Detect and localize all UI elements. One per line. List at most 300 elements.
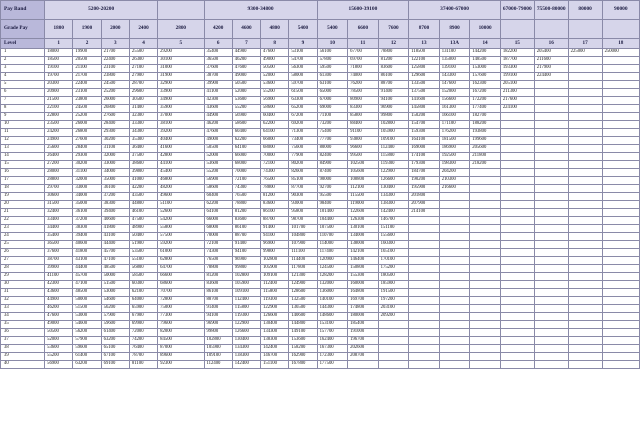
pay-cell: 42300 bbox=[204, 97, 232, 105]
pay-cell: 99500 bbox=[348, 153, 379, 161]
pay-cell: 202600 bbox=[348, 345, 379, 353]
pay-cell bbox=[500, 177, 534, 185]
pay-cell: 191000 bbox=[348, 329, 379, 337]
pay-cell: 65000 bbox=[317, 89, 348, 97]
pay-cell: 37000 bbox=[158, 113, 204, 121]
pay-cell: 23500 bbox=[45, 121, 73, 129]
stage-cell: 26 bbox=[1, 249, 45, 257]
pay-cell: 40600 bbox=[73, 241, 101, 249]
pay-cell: 57900 bbox=[101, 313, 129, 321]
pay-cell: 55200 bbox=[45, 353, 73, 361]
stage-cell: 33 bbox=[1, 305, 45, 313]
table-row bbox=[1, 169, 640, 177]
pay-cell: 138300 bbox=[378, 201, 409, 209]
pay-cell: 142400 bbox=[378, 209, 409, 217]
pay-cell: 186900 bbox=[439, 145, 470, 153]
pay-cell: 99800 bbox=[378, 113, 409, 121]
pay-cell bbox=[409, 241, 440, 249]
pay-cell: 126600 bbox=[232, 329, 260, 337]
pay-cell bbox=[568, 89, 602, 97]
pay-cell: 209200 bbox=[378, 313, 409, 321]
stage-cell: 28 bbox=[1, 265, 45, 273]
pay-cell: 89600 bbox=[158, 353, 204, 361]
pay-cell: 49000 bbox=[232, 73, 260, 81]
pay-cell: 61400 bbox=[101, 329, 129, 337]
pay-cell bbox=[470, 313, 501, 321]
pay-cell: 164800 bbox=[348, 289, 379, 297]
pay-cell: 107500 bbox=[317, 225, 348, 233]
pay-cell: 180500 bbox=[378, 273, 409, 281]
pay-cell: 76400 bbox=[129, 345, 157, 353]
table-row bbox=[1, 81, 640, 89]
pay-cell bbox=[568, 209, 602, 217]
table-row bbox=[1, 273, 640, 281]
pay-cell: 197200 bbox=[378, 297, 409, 305]
pay-cell: 75600 bbox=[289, 145, 317, 153]
pay-cell: 33300 bbox=[129, 121, 157, 129]
table-row bbox=[1, 233, 640, 241]
pay-cell: 62200 bbox=[204, 201, 232, 209]
pay-cell: 92700 bbox=[317, 185, 348, 193]
pay-cell: 114400 bbox=[289, 257, 317, 265]
pay-cell bbox=[534, 289, 568, 297]
pay-cell: 86100 bbox=[261, 209, 289, 217]
pay-cell: 25200 bbox=[101, 89, 129, 97]
pay-cell: 41000 bbox=[129, 177, 157, 185]
pay-cell: 159300 bbox=[409, 129, 440, 137]
pay-cell: 85100 bbox=[289, 177, 317, 185]
pay-cell: 24900 bbox=[45, 137, 73, 145]
pay-cell: 140100 bbox=[317, 297, 348, 305]
pay-cell bbox=[470, 289, 501, 297]
level-header: 12 bbox=[378, 39, 409, 49]
pay-cell: 112400 bbox=[232, 297, 260, 305]
pay-cell: 72100 bbox=[204, 241, 232, 249]
pay-cell: 132000 bbox=[317, 281, 348, 289]
pay-cell bbox=[470, 305, 501, 313]
pay-cell bbox=[534, 81, 568, 89]
pay-cell: 99800 bbox=[204, 329, 232, 337]
pay-cell: 47600 bbox=[204, 129, 232, 137]
pay-cell: 155600 bbox=[378, 233, 409, 241]
pay-cell: 32000 bbox=[101, 153, 129, 161]
pay-cell bbox=[534, 193, 568, 201]
pay-cell: 49000 bbox=[261, 57, 289, 65]
pay-cell: 48500 bbox=[73, 289, 101, 297]
pay-cell: 37600 bbox=[45, 249, 73, 257]
pay-cell: 137500 bbox=[409, 89, 440, 97]
pay-cell bbox=[602, 137, 639, 145]
pay-cell: 62800 bbox=[158, 257, 204, 265]
pay-cell: 95800 bbox=[289, 209, 317, 217]
pay-cell: 39400 bbox=[101, 209, 129, 217]
pay-cell bbox=[439, 201, 470, 209]
pay-cell: 55200 bbox=[261, 89, 289, 97]
pay-cell: 156600 bbox=[439, 97, 470, 105]
pay-cell bbox=[500, 257, 534, 265]
pay-cell: 102800 bbox=[204, 337, 232, 345]
level-header: 6 bbox=[204, 39, 232, 49]
pay-cell: 18000 bbox=[45, 49, 73, 57]
pay-cell: 132500 bbox=[289, 297, 317, 305]
pay-cell: 153100 bbox=[317, 321, 348, 329]
pay-cell bbox=[568, 225, 602, 233]
pay-cell: 46200 bbox=[204, 121, 232, 129]
pay-cell bbox=[602, 65, 639, 73]
pay-cell bbox=[534, 361, 568, 369]
pay-cell bbox=[534, 249, 568, 257]
pay-cell: 36100 bbox=[73, 209, 101, 217]
pay-cell: 52000 bbox=[45, 337, 73, 345]
grade-pay-cell bbox=[602, 20, 639, 39]
pay-cell: 157600 bbox=[470, 73, 501, 81]
pay-cell bbox=[568, 297, 602, 305]
pay-cell: 84900 bbox=[317, 161, 348, 169]
pay-cell: 96900 bbox=[261, 241, 289, 249]
pay-cell: 33000 bbox=[73, 185, 101, 193]
pay-cell bbox=[500, 329, 534, 337]
pay-cell: 176200 bbox=[439, 129, 470, 137]
grade-pay-cell: 8700 bbox=[409, 20, 440, 39]
pay-cell: 68000 bbox=[261, 145, 289, 153]
pay-cell: 88700 bbox=[378, 81, 409, 89]
pay-cell: 108800 bbox=[348, 177, 379, 185]
pay-cell: 30600 bbox=[45, 193, 73, 201]
pay-cell: 76500 bbox=[261, 177, 289, 185]
pay-cell: 142100 bbox=[348, 249, 379, 257]
pay-cell: 42200 bbox=[129, 185, 157, 193]
pay-cell bbox=[409, 265, 440, 273]
table-row bbox=[1, 209, 640, 217]
pay-cell: 67900 bbox=[129, 313, 157, 321]
grade-pay-cell bbox=[500, 20, 534, 39]
pay-cell: 45400 bbox=[158, 169, 204, 177]
pay-cell: 105900 bbox=[261, 265, 289, 273]
pay-cell bbox=[534, 217, 568, 225]
pay-cell bbox=[534, 337, 568, 345]
stage-cell: 6 bbox=[1, 89, 45, 97]
pay-cell: 50500 bbox=[232, 81, 260, 89]
pay-cell: 174800 bbox=[348, 305, 379, 313]
pay-cell bbox=[409, 321, 440, 329]
pay-cell: 164100 bbox=[409, 137, 440, 145]
pay-cell: 67200 bbox=[289, 113, 317, 121]
stage-cell: 21 bbox=[1, 209, 45, 217]
grade-pay-row bbox=[1, 20, 640, 39]
pay-cell: 185400 bbox=[348, 321, 379, 329]
pay-cell: 30100 bbox=[158, 57, 204, 65]
pay-cell: 26000 bbox=[73, 121, 101, 129]
pay-cell: 167800 bbox=[289, 361, 317, 369]
pay-cell: 60400 bbox=[232, 129, 260, 137]
pay-cell: 211600 bbox=[534, 57, 568, 65]
pay-cell: 31900 bbox=[158, 73, 204, 81]
grade-pay-cell: 1800 bbox=[45, 20, 73, 39]
pay-cell bbox=[470, 249, 501, 257]
stage-cell: 14 bbox=[1, 153, 45, 161]
stage-cell: 25 bbox=[1, 241, 45, 249]
pay-cell: 56300 bbox=[289, 65, 317, 73]
pay-cell: 177500 bbox=[317, 361, 348, 369]
grade-pay-cell: 10000 bbox=[470, 20, 501, 39]
pay-cell bbox=[500, 113, 534, 121]
stage-cell: 10 bbox=[1, 121, 45, 129]
pay-cell: 57900 bbox=[73, 337, 101, 345]
pay-cell: 35300 bbox=[129, 137, 157, 145]
pay-cell: 105900 bbox=[378, 129, 409, 137]
pay-cell: 51500 bbox=[101, 281, 129, 289]
pay-cell: 188200 bbox=[470, 121, 501, 129]
pay-cell bbox=[534, 257, 568, 265]
pay-cell: 78800 bbox=[232, 201, 260, 209]
pay-cell: 51500 bbox=[73, 305, 101, 313]
pay-cell: 205600 bbox=[470, 145, 501, 153]
pay-cell: 53600 bbox=[204, 161, 232, 169]
pay-cell: 157700 bbox=[317, 329, 348, 337]
pay-cell: 71300 bbox=[289, 129, 317, 137]
pay-cell: 144300 bbox=[317, 305, 348, 313]
pay-cell: 57500 bbox=[158, 233, 204, 241]
level-header: 9 bbox=[289, 39, 317, 49]
level-header: 10 bbox=[317, 39, 348, 49]
pay-cell: 112400 bbox=[378, 145, 409, 153]
pay-cell: 199100 bbox=[500, 73, 534, 81]
pay-cell: 142400 bbox=[232, 361, 260, 369]
pay-cell bbox=[602, 193, 639, 201]
pay-cell: 56900 bbox=[261, 97, 289, 105]
pay-cell: 62200 bbox=[261, 121, 289, 129]
grade-pay-cell: 5400 bbox=[289, 20, 317, 39]
pay-cell bbox=[534, 153, 568, 161]
pay-cell bbox=[470, 193, 501, 201]
pay-cell: 122100 bbox=[409, 57, 440, 65]
pay-cell: 166100 bbox=[439, 113, 470, 121]
pay-cell: 79600 bbox=[158, 321, 204, 329]
table-row bbox=[1, 89, 640, 97]
level-header: 8 bbox=[261, 39, 289, 49]
pay-cell bbox=[568, 201, 602, 209]
pay-cell: 115500 bbox=[348, 193, 379, 201]
pay-cell: 77700 bbox=[317, 137, 348, 145]
pay-cell: 88400 bbox=[348, 121, 379, 129]
pay-cell: 167200 bbox=[470, 89, 501, 97]
pay-cell: 21100 bbox=[73, 65, 101, 73]
pay-cell: 28700 bbox=[129, 81, 157, 89]
pay-cell bbox=[568, 265, 602, 273]
pay-cell bbox=[602, 329, 639, 337]
pay-cell: 112400 bbox=[204, 361, 232, 369]
pay-cell bbox=[500, 121, 534, 129]
pay-cell bbox=[439, 233, 470, 241]
pay-cell: 177400 bbox=[470, 105, 501, 113]
pay-cell: 50000 bbox=[73, 297, 101, 305]
table-row bbox=[1, 49, 640, 57]
pay-cell bbox=[470, 209, 501, 217]
pay-cell: 56800 bbox=[129, 265, 157, 273]
pay-cell bbox=[568, 241, 602, 249]
pay-cell: 134300 bbox=[378, 193, 409, 201]
pay-cell: 187700 bbox=[500, 57, 534, 65]
pay-cell: 129600 bbox=[409, 73, 440, 81]
pay-cell bbox=[409, 217, 440, 225]
pay-cell: 73200 bbox=[317, 121, 348, 129]
pay-cell: 50000 bbox=[101, 273, 129, 281]
table-row bbox=[1, 153, 640, 161]
pay-cell: 99800 bbox=[261, 249, 289, 257]
pay-cell bbox=[568, 113, 602, 121]
pay-cell bbox=[470, 257, 501, 265]
pay-cell bbox=[602, 153, 639, 161]
pay-cell: 87700 bbox=[289, 185, 317, 193]
pay-cell: 80200 bbox=[289, 161, 317, 169]
pay-cell: 126600 bbox=[261, 313, 289, 321]
pay-cell: 59500 bbox=[317, 65, 348, 73]
stage-cell: 19 bbox=[1, 193, 45, 201]
pay-band-header: 15600-39100 bbox=[317, 1, 409, 20]
pay-cell bbox=[470, 233, 501, 241]
pay-cell bbox=[470, 353, 501, 361]
pay-cell: 250000 bbox=[602, 49, 639, 57]
pay-cell bbox=[500, 265, 534, 273]
table-row bbox=[1, 145, 640, 153]
level-header: 13A bbox=[439, 39, 470, 49]
pay-cell bbox=[439, 265, 470, 273]
pay-cell bbox=[602, 233, 639, 241]
pay-cell: 51100 bbox=[158, 201, 204, 209]
pay-cell: 43600 bbox=[45, 289, 73, 297]
pay-cell: 53600 bbox=[261, 81, 289, 89]
pay-cell: 171100 bbox=[439, 121, 470, 129]
pay-cell: 38100 bbox=[158, 121, 204, 129]
pay-cell: 46100 bbox=[129, 209, 157, 217]
pay-cell: 76200 bbox=[348, 81, 379, 89]
pay-cell: 146400 bbox=[348, 257, 379, 265]
grade-pay-cell: 1900 bbox=[73, 20, 101, 39]
pay-cell: 25500 bbox=[129, 49, 157, 57]
pay-band-row bbox=[1, 1, 640, 20]
pay-cell: 33900 bbox=[158, 89, 204, 97]
pay-band-spacer bbox=[158, 1, 204, 20]
pay-cell bbox=[568, 257, 602, 265]
pay-cell: 56900 bbox=[45, 361, 73, 369]
pay-cell: 126600 bbox=[378, 177, 409, 185]
grade-pay-cell: 2400 bbox=[129, 20, 157, 39]
pay-cell: 58500 bbox=[129, 273, 157, 281]
pay-cell: 38600 bbox=[129, 161, 157, 169]
pay-cell: 140600 bbox=[289, 313, 317, 321]
pay-cell: 29200 bbox=[158, 49, 204, 57]
pay-cell: 128600 bbox=[289, 289, 317, 297]
pay-cell: 121300 bbox=[289, 273, 317, 281]
pay-cell bbox=[568, 329, 602, 337]
stage-cell: 11 bbox=[1, 129, 45, 137]
pay-cell: 18500 bbox=[45, 57, 73, 65]
table-row bbox=[1, 337, 640, 345]
pay-cell bbox=[568, 137, 602, 145]
pay-cell: 37500 bbox=[129, 153, 157, 161]
pay-cell: 19100 bbox=[45, 65, 73, 73]
pay-cell bbox=[470, 361, 501, 369]
pay-cell: 56100 bbox=[317, 49, 348, 57]
grade-pay-cell: 5400 bbox=[317, 20, 348, 39]
pay-cell: 60300 bbox=[129, 281, 157, 289]
pay-cell: 86100 bbox=[232, 225, 260, 233]
stage-cell: 12 bbox=[1, 137, 45, 145]
pay-cell bbox=[470, 281, 501, 289]
pay-cell: 41800 bbox=[101, 225, 129, 233]
pay-cell bbox=[534, 321, 568, 329]
pay-cell bbox=[534, 105, 568, 113]
pay-cell bbox=[500, 185, 534, 193]
pay-cell bbox=[439, 249, 470, 257]
table-row bbox=[1, 345, 640, 353]
pay-cell: 86100 bbox=[378, 73, 409, 81]
pay-cell bbox=[602, 273, 639, 281]
pay-band-header: 5200-20200 bbox=[45, 1, 158, 20]
pay-cell: 40600 bbox=[101, 217, 129, 225]
pay-cell: 90000 bbox=[317, 177, 348, 185]
pay-cell bbox=[470, 169, 501, 177]
pay-cell: 128200 bbox=[317, 273, 348, 281]
pay-cell: 96900 bbox=[378, 105, 409, 113]
pay-cell: 20500 bbox=[73, 57, 101, 65]
table-row bbox=[1, 361, 640, 369]
pay-cell bbox=[378, 321, 409, 329]
level-header: 5 bbox=[158, 39, 204, 49]
pay-cell: 105600 bbox=[348, 169, 379, 177]
pay-cell: 65100 bbox=[101, 345, 129, 353]
pay-cell: 19700 bbox=[45, 73, 73, 81]
table-row bbox=[1, 177, 640, 185]
pay-matrix-body bbox=[1, 49, 640, 369]
grade-pay-cell: 2800 bbox=[158, 20, 204, 39]
pay-cell bbox=[378, 353, 409, 361]
table-row bbox=[1, 353, 640, 361]
pay-cell bbox=[500, 249, 534, 257]
pay-cell: 59600 bbox=[101, 321, 129, 329]
level-header: 3 bbox=[101, 39, 129, 49]
stage-cell: 37 bbox=[1, 337, 45, 345]
pay-cell bbox=[602, 241, 639, 249]
pay-cell: 203100 bbox=[378, 305, 409, 313]
pay-cell bbox=[439, 241, 470, 249]
pay-cell: 167300 bbox=[317, 345, 348, 353]
pay-cell: 193300 bbox=[500, 65, 534, 73]
pay-cell: 48500 bbox=[101, 265, 129, 273]
pay-cell: 43600 bbox=[204, 105, 232, 113]
pay-cell: 41100 bbox=[45, 273, 73, 281]
pay-cell: 43100 bbox=[101, 233, 129, 241]
pay-cell: 41800 bbox=[73, 249, 101, 257]
pay-cell: 161300 bbox=[439, 105, 470, 113]
pay-cell: 81200 bbox=[204, 273, 232, 281]
pay-cell: 38700 bbox=[45, 257, 73, 265]
pay-cell bbox=[534, 281, 568, 289]
pay-cell: 151100 bbox=[261, 361, 289, 369]
pay-cell: 53500 bbox=[129, 249, 157, 257]
pay-cell bbox=[534, 177, 568, 185]
pay-cell bbox=[568, 81, 602, 89]
pay-cell: 94100 bbox=[261, 233, 289, 241]
pay-cell: 211800 bbox=[470, 153, 501, 161]
pay-cell: 145800 bbox=[409, 105, 440, 113]
level-header: 7 bbox=[232, 39, 260, 49]
level-header: 15 bbox=[500, 39, 534, 49]
pay-cell: 33400 bbox=[45, 217, 73, 225]
pay-cell bbox=[409, 345, 440, 353]
pay-cell bbox=[602, 73, 639, 81]
pay-cell bbox=[439, 289, 470, 297]
